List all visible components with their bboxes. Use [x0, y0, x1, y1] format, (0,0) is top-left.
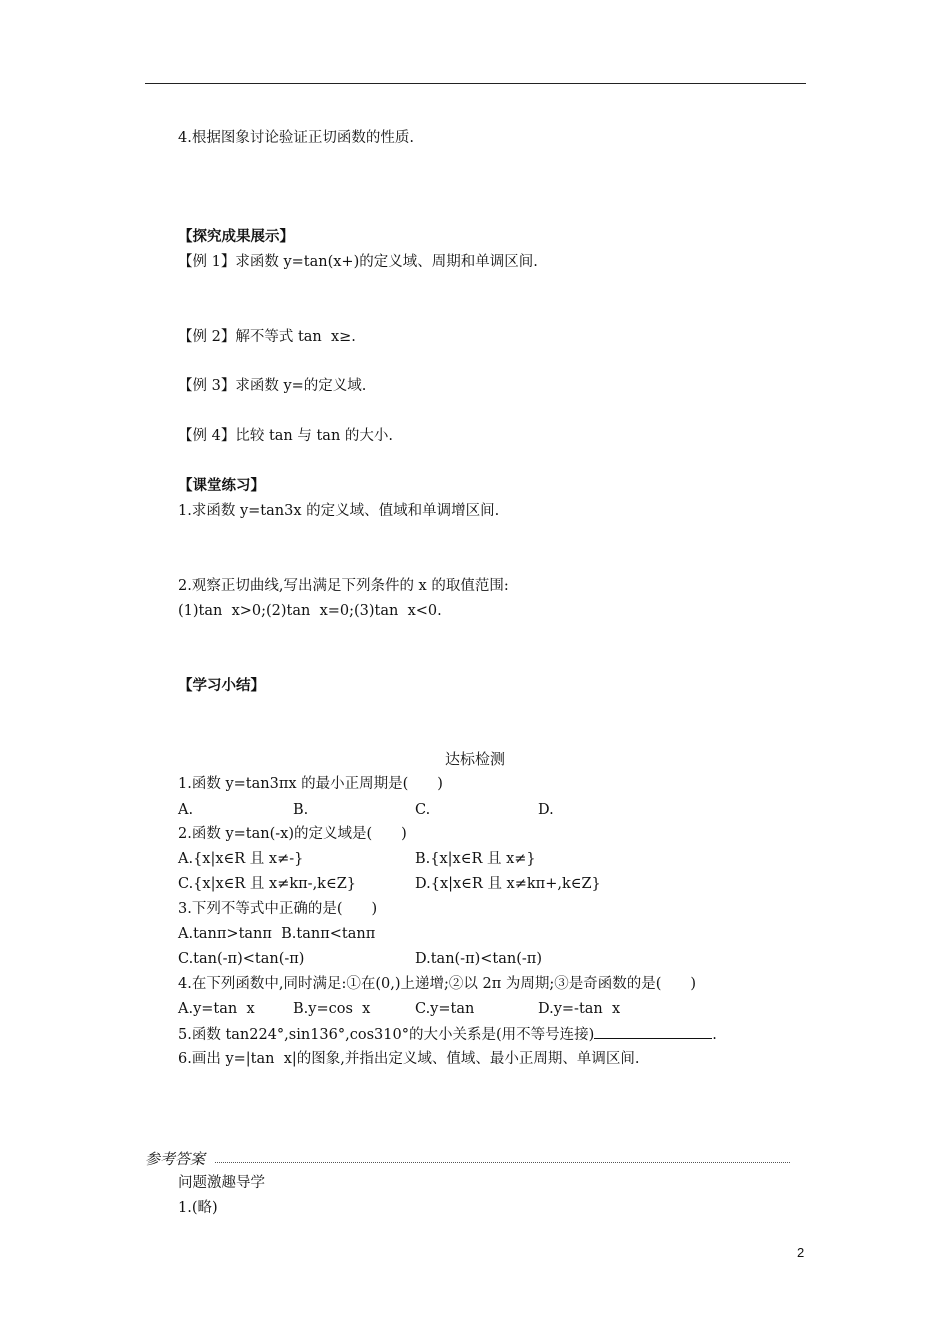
options-ab: A.tanπ>tanπ B.tanπ<tanπ	[178, 926, 376, 942]
test-title: 达标检测	[444, 750, 505, 768]
exercise-2-conditions: (1)tan x>0;(2)tan x=0;(3)tan x<0.	[178, 603, 442, 619]
example-1: 【例 1】求函数 y=tan(x+)的定义域、周期和单调区间.	[178, 254, 538, 270]
exercise-1: 1.求函数 y=tan3x 的定义域、值域和单调增区间.	[178, 503, 500, 519]
option-c: C.y=tan	[415, 1001, 475, 1017]
text-line: 4.根据图象讨论验证正切函数的性质.	[178, 130, 414, 146]
question-5	[178, 1024, 717, 1045]
question-5-end: .	[712, 1027, 717, 1043]
section-heading: 【课堂练习】	[178, 477, 265, 494]
exercise-2: 2.观察正切曲线,写出满足下列条件的 x 的取值范围:	[178, 578, 509, 594]
answer-label: 参考答案	[145, 1150, 206, 1168]
page-number: 2	[797, 1245, 805, 1260]
option-a: A.y=tan x	[178, 1001, 255, 1017]
section-heading: 【探究成果展示】	[178, 228, 294, 245]
option-a: A.{x|x∈R 且 x≠-}	[178, 851, 304, 867]
question-4: 4.在下列函数中,同时满足:①在(0,)上递增;②以 2π 为周期;③是奇函数的是( )	[178, 976, 697, 992]
option-b: B.y=cos x	[293, 1001, 371, 1017]
option-d: D.{x|x∈R 且 x≠kπ+,k∈Z}	[415, 876, 601, 892]
question-6: 6.画出 y=|tan x|的图象,并指出定义域、值域、最小正周期、单调区间.	[178, 1051, 640, 1067]
example-2: 【例 2】解不等式 tan x≥.	[178, 329, 356, 345]
answer-subheading: 问题激趣导学	[178, 1175, 265, 1191]
dotted-leader	[215, 1162, 790, 1163]
option-b: B.{x|x∈R 且 x≠}	[415, 851, 536, 867]
example-3: 【例 3】求函数 y=的定义域.	[178, 378, 367, 394]
answer-section-header	[145, 1148, 790, 1170]
question-5-text: 5.函数 tan224°,sin136°,cos310°的大小关系是(用不等号连接)	[178, 1027, 595, 1043]
option-d: D.	[538, 802, 554, 818]
question-1: 1.函数 y=tan3πx 的最小正周期是( )	[178, 776, 443, 792]
option-b: B.	[293, 802, 309, 818]
example-4: 【例 4】比较 tan 与 tan 的大小.	[178, 428, 393, 444]
option-c: C.tan(-π)<tan(-π)	[178, 951, 305, 967]
answer-item: 1.(略)	[178, 1200, 218, 1216]
answer-blank[interactable]	[594, 1024, 712, 1039]
option-c: C.{x|x∈R 且 x≠kπ-,k∈Z}	[178, 876, 356, 892]
question-3: 3.下列不等式中正确的是( )	[178, 901, 378, 917]
option-a: A.	[178, 802, 194, 818]
option-d: D.y=-tan x	[538, 1001, 621, 1017]
option-d: D.tan(-π)<tan(-π)	[415, 951, 542, 967]
header-rule	[145, 83, 806, 84]
option-c: C.	[415, 802, 431, 818]
question-2: 2.函数 y=tan(-x)的定义域是( )	[178, 826, 407, 842]
section-heading: 【学习小结】	[178, 677, 265, 694]
